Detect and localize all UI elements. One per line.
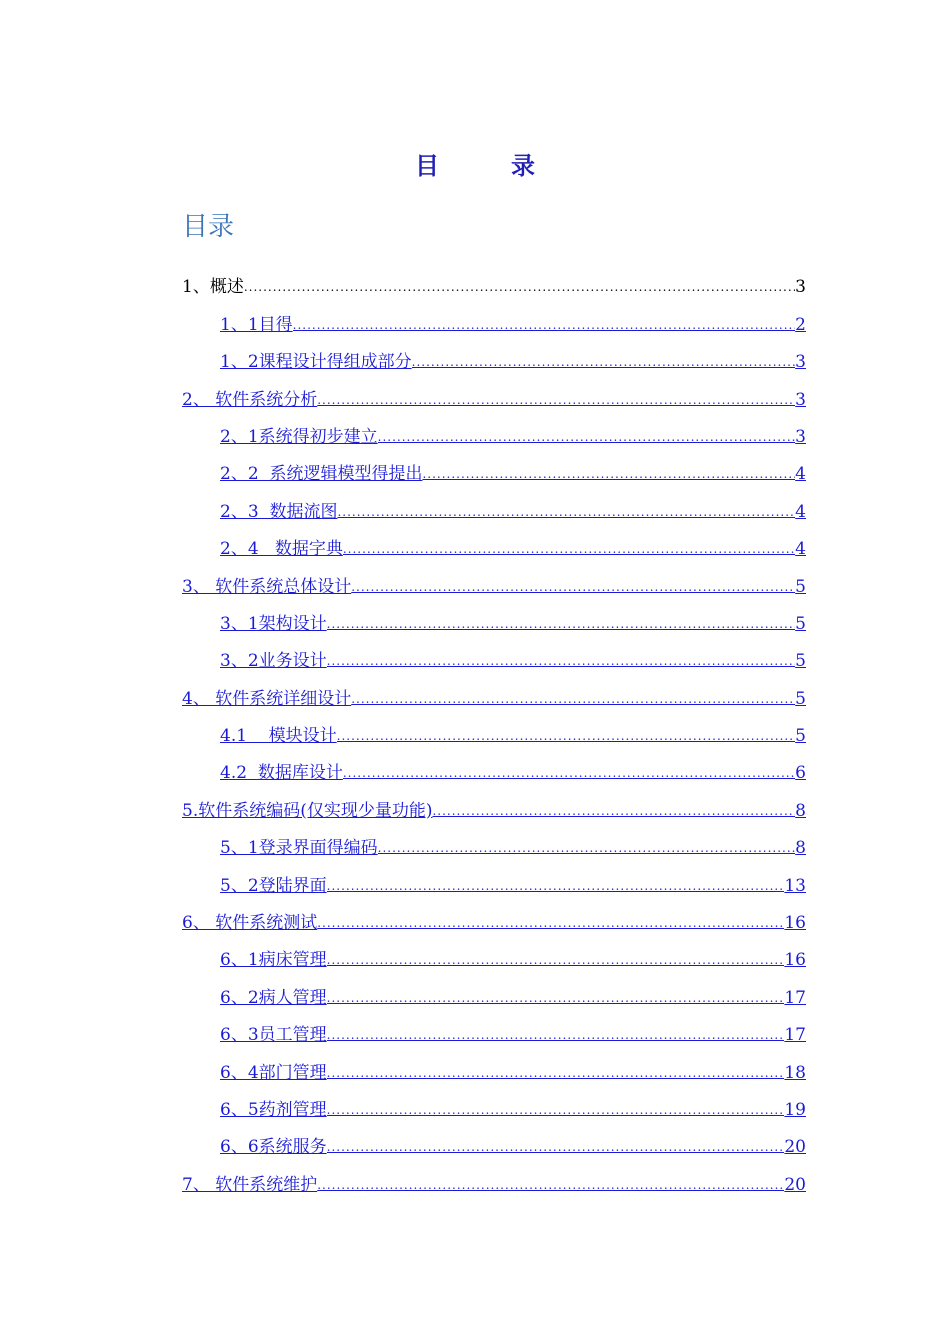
toc-entry-page-number: 8 — [795, 838, 806, 859]
toc-leader-dots — [317, 1173, 784, 1197]
toc-entry[interactable] — [182, 711, 806, 748]
toc-entry-label: 6、5药剂管理 — [220, 1099, 327, 1120]
toc-entry-page-number: 5 — [795, 651, 806, 672]
toc-entry[interactable] — [182, 561, 806, 598]
toc-entry[interactable] — [182, 299, 806, 336]
toc-entry-label: 1、概述 — [182, 277, 244, 298]
toc-entry[interactable] — [182, 374, 806, 411]
toc-entry[interactable] — [182, 1122, 806, 1159]
toc-leader-dots — [327, 874, 785, 898]
table-of-contents — [182, 262, 806, 1197]
toc-entry-label: 5.软件系统编码(仅实现少量功能) — [182, 800, 433, 821]
toc-entry-label: 4.2 数据库设计 — [220, 763, 343, 784]
toc-entry-label: 3、1架构设计 — [220, 613, 327, 634]
toc-leader-dots — [327, 1135, 785, 1159]
toc-entry[interactable] — [182, 449, 806, 486]
toc-entry-page-number: 5 — [795, 613, 806, 634]
toc-leader-dots — [337, 724, 796, 748]
toc-entry-page-number: 5 — [795, 688, 806, 709]
toc-entry[interactable] — [182, 972, 806, 1009]
toc-entry[interactable] — [182, 1159, 806, 1196]
toc-leader-dots — [327, 612, 796, 636]
toc-entry-label: 6、1病床管理 — [220, 950, 327, 971]
toc-entry-page-number: 4 — [795, 464, 806, 485]
toc-entry-label: 5、2登陆界面 — [220, 875, 327, 896]
toc-entry[interactable] — [182, 748, 806, 785]
toc-leader-dots — [317, 911, 784, 935]
page-title: 目 录 — [415, 152, 559, 180]
toc-entry[interactable] — [182, 599, 806, 636]
toc-entry-page-number: 3 — [795, 277, 806, 298]
toc-entry[interactable] — [182, 412, 806, 449]
toc-leader-dots — [412, 350, 796, 374]
toc-entry-page-number: 4 — [795, 539, 806, 560]
toc-leader-dots — [293, 313, 796, 337]
toc-entry[interactable] — [182, 524, 806, 561]
toc-entry-page-number: 17 — [784, 987, 806, 1008]
toc-entry-label: 5、1登录界面得编码 — [220, 838, 378, 859]
toc-entry-page-number: 18 — [784, 1062, 806, 1083]
toc-entry-label: 6、2病人管理 — [220, 987, 327, 1008]
toc-entry[interactable] — [182, 337, 806, 374]
toc-entry — [182, 262, 806, 299]
toc-entry-label: 2、4 数据字典 — [220, 539, 343, 560]
toc-entry-label: 6、4部门管理 — [220, 1062, 327, 1083]
toc-entry-page-number: 16 — [784, 950, 806, 971]
toc-entry[interactable] — [182, 673, 806, 710]
toc-leader-dots — [351, 687, 795, 711]
toc-entry-page-number: 17 — [784, 1025, 806, 1046]
toc-entry-page-number: 19 — [784, 1099, 806, 1120]
toc-entry-page-number: 5 — [795, 726, 806, 747]
toc-leader-dots — [422, 462, 795, 486]
toc-entry-label: 2、2 系统逻辑模型得提出 — [220, 464, 423, 485]
toc-entry-page-number: 5 — [795, 576, 806, 597]
toc-entry-page-number: 4 — [795, 501, 806, 522]
toc-entry-label: 2、3 数据流图 — [220, 501, 338, 522]
toc-entry-label: 1、1目得 — [220, 314, 293, 335]
toc-entry-page-number: 6 — [795, 763, 806, 784]
toc-entry-label: 6、 软件系统测试 — [182, 913, 318, 934]
toc-entry-label: 6、6系统服务 — [220, 1137, 327, 1158]
toc-entry-label: 3、 软件系统总体设计 — [182, 576, 352, 597]
toc-entry-page-number: 2 — [795, 314, 806, 335]
toc-entry-page-number: 20 — [784, 1137, 806, 1158]
toc-entry[interactable] — [182, 636, 806, 673]
toc-leader-dots — [327, 1061, 785, 1085]
toc-leader-dots — [343, 761, 795, 785]
toc-leader-dots — [351, 575, 795, 599]
toc-entry-label: 3、2业务设计 — [220, 651, 327, 672]
toc-heading: 目录 — [182, 212, 235, 242]
toc-entry-page-number: 13 — [784, 875, 806, 896]
toc-leader-dots — [327, 1098, 785, 1122]
toc-leader-dots — [337, 500, 795, 524]
toc-entry[interactable] — [182, 1085, 806, 1122]
toc-leader-dots — [378, 836, 796, 860]
toc-leader-dots — [378, 425, 796, 449]
toc-leader-dots — [317, 388, 795, 412]
toc-entry[interactable] — [182, 1047, 806, 1084]
toc-entry-label: 4、 软件系统详细设计 — [182, 688, 352, 709]
toc-entry[interactable] — [182, 486, 806, 523]
toc-entry[interactable] — [182, 823, 806, 860]
toc-entry[interactable] — [182, 785, 806, 822]
toc-entry[interactable] — [182, 935, 806, 972]
toc-entry-page-number: 3 — [795, 426, 806, 447]
toc-entry[interactable] — [182, 1010, 806, 1047]
toc-entry[interactable] — [182, 898, 806, 935]
toc-entry-page-number: 8 — [795, 800, 806, 821]
toc-leader-dots — [432, 799, 795, 823]
toc-entry-page-number: 16 — [784, 913, 806, 934]
toc-entry[interactable] — [182, 860, 806, 897]
toc-entry-page-number: 20 — [784, 1174, 806, 1195]
toc-entry-label: 7、 软件系统维护 — [182, 1174, 318, 1195]
toc-entry-label: 6、3员工管理 — [220, 1025, 327, 1046]
toc-leader-dots — [327, 649, 796, 673]
toc-leader-dots — [343, 537, 795, 561]
toc-entry-label: 4.1 模块设计 — [220, 726, 337, 747]
toc-leader-dots — [327, 948, 785, 972]
toc-leader-dots — [327, 1023, 785, 1047]
toc-entry-page-number: 3 — [795, 352, 806, 373]
toc-entry-label: 2、 软件系统分析 — [182, 389, 318, 410]
toc-leader-dots — [327, 986, 785, 1010]
toc-entry-label: 1、2课程设计得组成部分 — [220, 352, 412, 373]
toc-entry-label: 2、1系统得初步建立 — [220, 426, 378, 447]
toc-leader-dots — [244, 275, 795, 299]
toc-entry-page-number: 3 — [795, 389, 806, 410]
